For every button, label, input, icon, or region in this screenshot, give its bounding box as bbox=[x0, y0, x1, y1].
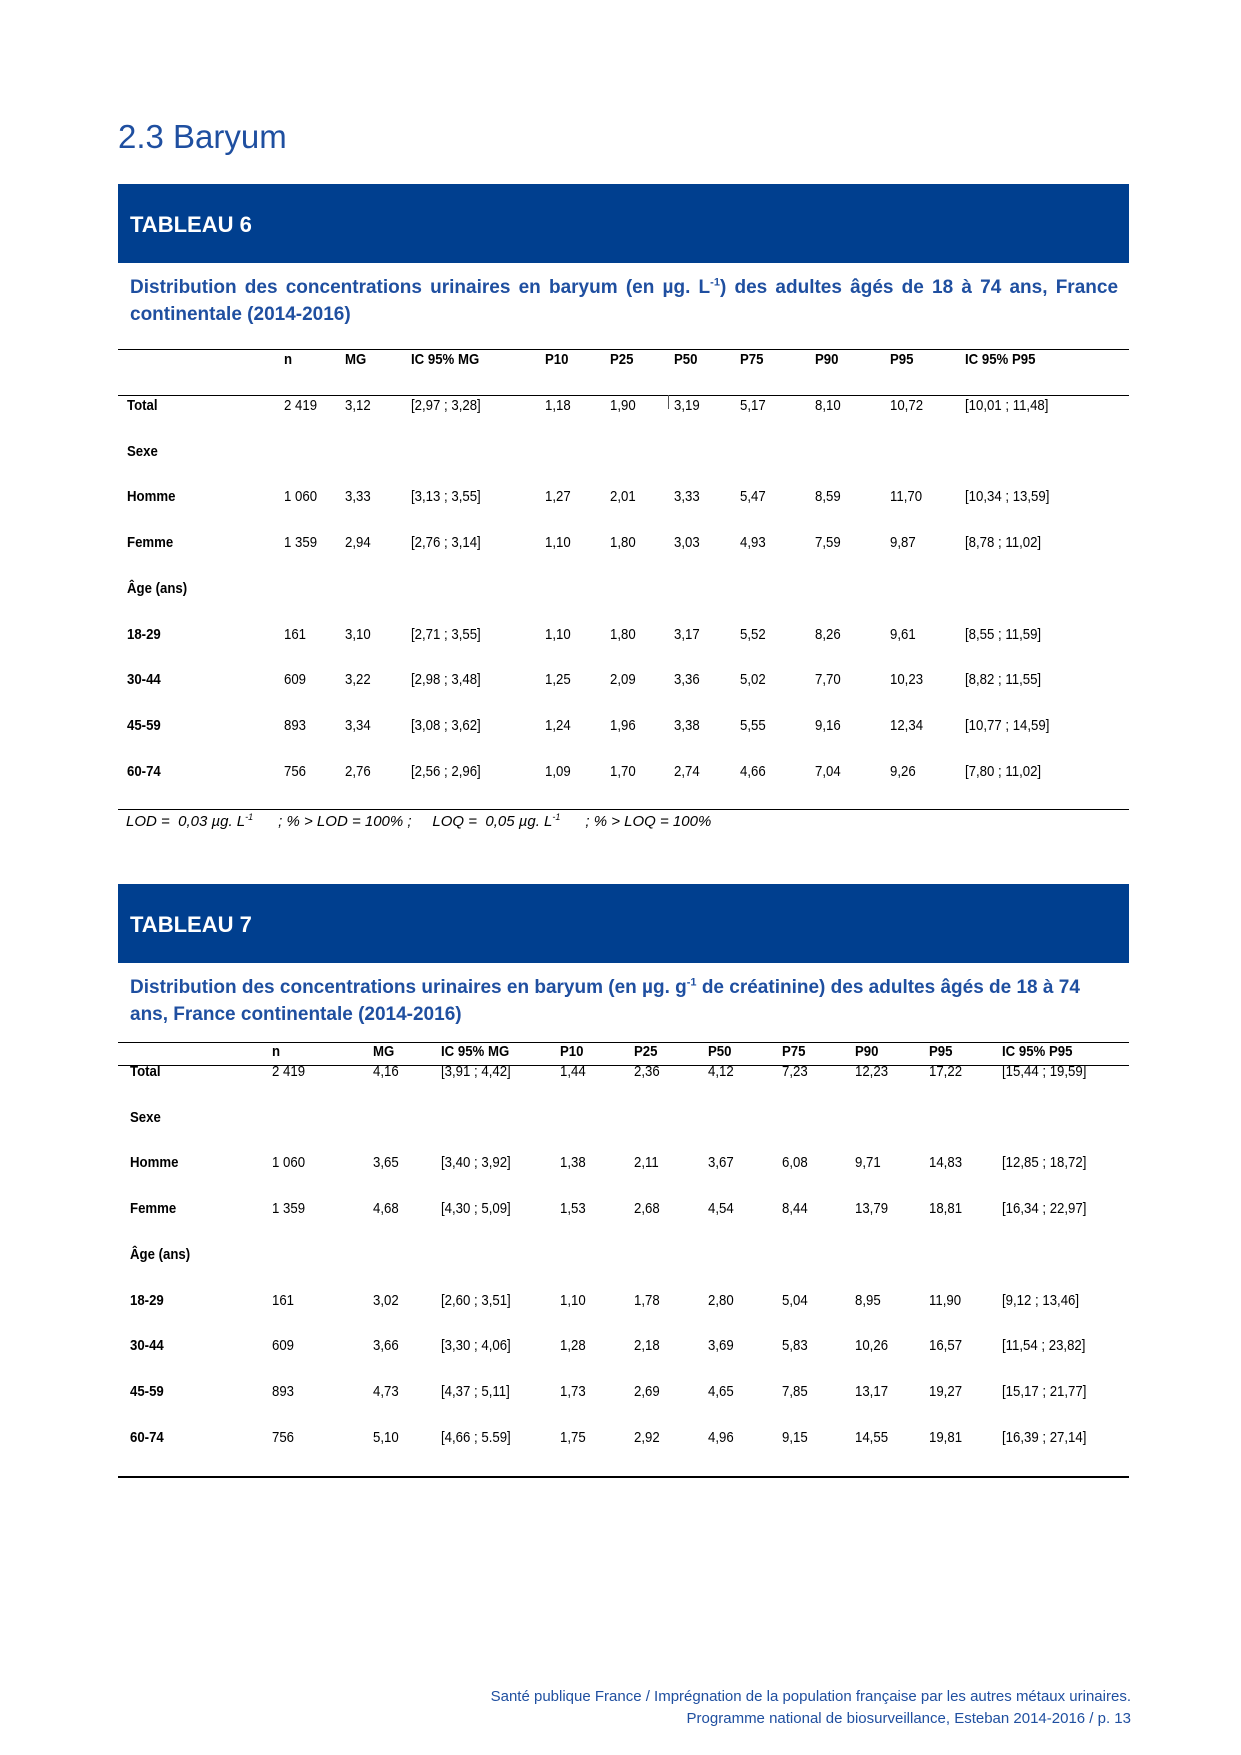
table-cell: [8,78 ; 11,02] bbox=[965, 534, 1042, 552]
table6-header-3: IC 95% MG bbox=[411, 351, 480, 368]
table-cell: [16,34 ; 22,97] bbox=[1002, 1200, 1087, 1218]
table-cell: 3,12 bbox=[345, 397, 371, 414]
table-cell: 2,18 bbox=[634, 1337, 660, 1355]
table7-header-10: IC 95% P95 bbox=[1002, 1043, 1073, 1060]
table-cell: 2,01 bbox=[610, 488, 636, 506]
table-cell: 3,33 bbox=[674, 488, 700, 506]
row-label: Homme bbox=[127, 488, 176, 506]
table6-bottom-rule bbox=[118, 809, 1129, 810]
table6-header-6: P50 bbox=[674, 351, 698, 368]
table-cell: 1,75 bbox=[560, 1428, 586, 1446]
table-cell: 3,67 bbox=[708, 1154, 734, 1172]
table-cell: 11,70 bbox=[890, 488, 923, 506]
table-cell: [4,66 ; 5.59] bbox=[441, 1428, 511, 1446]
table-cell: 2,92 bbox=[634, 1428, 660, 1446]
table-cell: 1,80 bbox=[610, 625, 636, 643]
row-label: Femme bbox=[130, 1200, 177, 1218]
table-cell: 1,90 bbox=[610, 397, 636, 414]
table-cell: 3,33 bbox=[345, 488, 371, 506]
table6-header-4: P10 bbox=[545, 351, 569, 368]
table-cell: 3,38 bbox=[674, 716, 700, 734]
footnote-loq-pct: ; % > LOQ = 100% bbox=[560, 813, 712, 830]
table6-banner bbox=[118, 184, 1129, 263]
table-cell: [2,97 ; 3,28] bbox=[411, 397, 481, 414]
table-cell: [9,12 ; 13,46] bbox=[1002, 1291, 1080, 1309]
table7-header-3: IC 95% MG bbox=[441, 1043, 510, 1060]
table-cell: 3,65 bbox=[373, 1154, 399, 1172]
table-cell: 4,68 bbox=[373, 1200, 399, 1218]
table7-label: TABLEAU 7 bbox=[130, 912, 252, 937]
table6-caption-sup: -1 bbox=[710, 276, 720, 289]
table-cell: 756 bbox=[284, 762, 307, 780]
table7-caption-sup: -1 bbox=[686, 976, 697, 989]
footer-line1: Santé publique France / Imprégnation de la population française par les autres métaux urinaires. bbox=[490, 1688, 1131, 1705]
table-cell: 5,52 bbox=[740, 625, 766, 643]
table-cell: 3,66 bbox=[373, 1337, 399, 1355]
table-cell: [11,54 ; 23,82] bbox=[1002, 1337, 1086, 1355]
table-cell: [10,77 ; 14,59] bbox=[965, 716, 1050, 734]
table7-caption-text: Distribution des concentrations urinaires en baryum (en µg. g bbox=[130, 977, 687, 998]
table-cell: 1,25 bbox=[545, 671, 571, 689]
table6-footnote bbox=[126, 812, 711, 830]
footnote-loq-sup: -1 bbox=[552, 812, 561, 822]
table-cell: [8,82 ; 11,55] bbox=[965, 671, 1042, 689]
table-cell: 19,81 bbox=[929, 1428, 963, 1446]
table-cell: 893 bbox=[284, 716, 307, 734]
table-cell: 5,10 bbox=[373, 1428, 399, 1446]
table-cell: 1,44 bbox=[560, 1063, 586, 1080]
table-cell: 1 359 bbox=[284, 534, 318, 552]
table-cell: [7,80 ; 11,02] bbox=[965, 762, 1042, 780]
table-cell: 3,03 bbox=[674, 534, 700, 552]
table7-header-6: P50 bbox=[708, 1043, 732, 1060]
table-cell: 3,19 bbox=[674, 397, 700, 414]
table7-header-2: MG bbox=[373, 1043, 395, 1060]
table-cell: 6,08 bbox=[782, 1154, 808, 1172]
table-cell: 1,09 bbox=[545, 762, 571, 780]
table7-bottom-rule bbox=[118, 1476, 1129, 1478]
table-cell: 2 419 bbox=[284, 397, 318, 414]
row-label: 30-44 bbox=[127, 671, 161, 689]
table6-header-1: n bbox=[284, 351, 293, 368]
table-cell: 1,27 bbox=[545, 488, 571, 506]
row-label: Total bbox=[127, 397, 158, 414]
table-cell: 1,24 bbox=[545, 716, 571, 734]
table-cell: 1,28 bbox=[560, 1337, 586, 1355]
table-cell: 9,26 bbox=[890, 762, 916, 780]
table-cell: 4,73 bbox=[373, 1382, 399, 1400]
row-label: Sexe bbox=[127, 442, 158, 460]
table-cell: [2,98 ; 3,48] bbox=[411, 671, 481, 689]
table-cell: 10,72 bbox=[890, 397, 924, 414]
row-label: 30-44 bbox=[130, 1337, 164, 1355]
table-cell: 1,96 bbox=[610, 716, 636, 734]
table-cell: [10,01 ; 11,48] bbox=[965, 397, 1049, 414]
table6-header-rule bbox=[118, 395, 1129, 396]
table-cell: [2,60 ; 3,51] bbox=[441, 1291, 511, 1309]
table-cell: 4,93 bbox=[740, 534, 766, 552]
table-cell: 2,09 bbox=[610, 671, 636, 689]
table-cell: 161 bbox=[284, 625, 307, 643]
table-cell: 4,12 bbox=[708, 1063, 734, 1080]
table-cell: 5,04 bbox=[782, 1291, 808, 1309]
table-cell: [4,30 ; 5,09] bbox=[441, 1200, 511, 1218]
table-cell: 2,36 bbox=[634, 1063, 660, 1080]
table-cell: 4,16 bbox=[373, 1063, 399, 1080]
table-cell: 1 060 bbox=[284, 488, 318, 506]
table6-header-9: P95 bbox=[890, 351, 914, 368]
footer-line2: Programme national de biosurveillance, Esteban 2014-2016 / p. 13 bbox=[686, 1710, 1131, 1727]
row-label: Âge (ans) bbox=[130, 1245, 191, 1263]
footnote-lod-sup: -1 bbox=[245, 812, 254, 822]
table-cell: [10,34 ; 13,59] bbox=[965, 488, 1050, 506]
table6-caption bbox=[130, 274, 1118, 328]
table-cell: 14,55 bbox=[855, 1428, 889, 1446]
row-label: 45-59 bbox=[127, 716, 161, 734]
table-cell: 4,96 bbox=[708, 1428, 734, 1446]
table-cell: [3,40 ; 3,92] bbox=[441, 1154, 511, 1172]
table7-banner bbox=[118, 884, 1129, 963]
table-cell: 8,10 bbox=[815, 397, 841, 414]
footnote-lod-pct: ; % > LOD = 100% ; bbox=[253, 813, 433, 830]
table-cell: 5,02 bbox=[740, 671, 766, 689]
table-cell: 5,83 bbox=[782, 1337, 808, 1355]
table-cell: 1,10 bbox=[545, 534, 571, 552]
table6-header-10: IC 95% P95 bbox=[965, 351, 1036, 368]
table-cell: 3,36 bbox=[674, 671, 700, 689]
table-cell: 8,44 bbox=[782, 1200, 808, 1218]
table-cell: [3,13 ; 3,55] bbox=[411, 488, 481, 506]
table-cell: 2 419 bbox=[272, 1063, 306, 1080]
table7-header-7: P75 bbox=[782, 1043, 806, 1060]
table-cell: 7,85 bbox=[782, 1382, 808, 1400]
table-cell: 1,18 bbox=[545, 397, 571, 414]
table-cell: 12,34 bbox=[890, 716, 924, 734]
table6-caption-text: Distribution des concentrations urinaires en baryum (en µg. L bbox=[130, 277, 711, 298]
table-cell: 8,26 bbox=[815, 625, 841, 643]
table-cell: 14,83 bbox=[929, 1154, 963, 1172]
table-cell: 2,11 bbox=[634, 1154, 659, 1172]
table-cell: 2,76 bbox=[345, 762, 371, 780]
table-cell: 13,17 bbox=[855, 1382, 889, 1400]
table6-col-divider bbox=[668, 395, 669, 409]
table-cell: 12,23 bbox=[855, 1063, 889, 1080]
table7-header-8: P90 bbox=[855, 1043, 879, 1060]
table-cell: 11,90 bbox=[929, 1291, 962, 1309]
table-cell: 7,04 bbox=[815, 762, 841, 780]
table-cell: 9,71 bbox=[855, 1154, 881, 1172]
table-cell: 18,81 bbox=[929, 1200, 963, 1218]
row-label: 60-74 bbox=[130, 1428, 164, 1446]
table-cell: [2,76 ; 3,14] bbox=[411, 534, 481, 552]
table-cell: 3,69 bbox=[708, 1337, 734, 1355]
table6-header-5: P25 bbox=[610, 351, 634, 368]
footnote-lod: LOD = 0,03 µg. L bbox=[126, 813, 246, 830]
table-cell: 3,17 bbox=[674, 625, 700, 643]
table6-header-8: P90 bbox=[815, 351, 839, 368]
table-cell: 1,53 bbox=[560, 1200, 586, 1218]
table7-header-rule bbox=[118, 1065, 1129, 1066]
table7-header-1: n bbox=[272, 1043, 281, 1060]
table-cell: [12,85 ; 18,72] bbox=[1002, 1154, 1087, 1172]
table-cell: 3,10 bbox=[345, 625, 371, 643]
table-cell: 1,10 bbox=[560, 1291, 586, 1309]
table-cell: 4,54 bbox=[708, 1200, 734, 1218]
table-cell: [3,91 ; 4,42] bbox=[441, 1063, 511, 1080]
table-cell: 16,57 bbox=[929, 1337, 963, 1355]
table-cell: 9,61 bbox=[890, 625, 916, 643]
row-label: Femme bbox=[127, 534, 174, 552]
table-cell: 4,65 bbox=[708, 1382, 734, 1400]
table-cell: [16,39 ; 27,14] bbox=[1002, 1428, 1087, 1446]
table-cell: 161 bbox=[272, 1291, 295, 1309]
table-cell: 2,69 bbox=[634, 1382, 660, 1400]
table-cell: 7,23 bbox=[782, 1063, 808, 1080]
table-cell: 10,23 bbox=[890, 671, 924, 689]
table-cell: 1 060 bbox=[272, 1154, 306, 1172]
table-cell: 1,10 bbox=[545, 625, 571, 643]
table-cell: 8,59 bbox=[815, 488, 841, 506]
row-label: 45-59 bbox=[130, 1382, 164, 1400]
table-cell: 609 bbox=[272, 1337, 295, 1355]
row-label: 18-29 bbox=[127, 625, 161, 643]
table-cell: 1,80 bbox=[610, 534, 636, 552]
table7-top-rule bbox=[118, 1042, 1129, 1043]
table-cell: 2,80 bbox=[708, 1291, 734, 1309]
table-cell: 7,59 bbox=[815, 534, 841, 552]
table-cell: 3,34 bbox=[345, 716, 371, 734]
footnote-loq: LOQ = 0,05 µg. L bbox=[432, 813, 553, 830]
table-cell: 5,55 bbox=[740, 716, 766, 734]
table-cell: [3,08 ; 3,62] bbox=[411, 716, 481, 734]
table-cell: 17,22 bbox=[929, 1063, 963, 1080]
row-label: Sexe bbox=[130, 1108, 161, 1126]
table-cell: 2,94 bbox=[345, 534, 371, 552]
row-label: 60-74 bbox=[127, 762, 161, 780]
table6-top-rule bbox=[118, 349, 1129, 350]
table-cell: 8,95 bbox=[855, 1291, 881, 1309]
table-cell: 1,70 bbox=[610, 762, 636, 780]
table7-caption-text-end: de créatinine) des adultes âgés de 18 à 74 ans, France continentale (2014-2016) bbox=[130, 977, 1080, 1025]
table-cell: [8,55 ; 11,59] bbox=[965, 625, 1042, 643]
table-cell: [3,30 ; 4,06] bbox=[441, 1337, 511, 1355]
table-cell: 1,73 bbox=[560, 1382, 586, 1400]
table-cell: [2,56 ; 2,96] bbox=[411, 762, 481, 780]
table6-header-7: P75 bbox=[740, 351, 764, 368]
table6-header-2: MG bbox=[345, 351, 367, 368]
table-cell: 9,15 bbox=[782, 1428, 808, 1446]
table-cell: [15,17 ; 21,77] bbox=[1002, 1382, 1087, 1400]
table7-caption bbox=[130, 974, 1090, 1028]
table6-caption-text-end: ) des adultes âgés de 18 à 74 ans, France continentale (2014-2016) bbox=[130, 277, 1119, 325]
table-cell: 1,38 bbox=[560, 1154, 586, 1172]
table7-header-5: P25 bbox=[634, 1043, 658, 1060]
row-label: Âge (ans) bbox=[127, 579, 188, 597]
table-cell: 10,26 bbox=[855, 1337, 889, 1355]
table-cell: 7,70 bbox=[815, 671, 841, 689]
table-cell: 893 bbox=[272, 1382, 295, 1400]
table-cell: 3,22 bbox=[345, 671, 371, 689]
table-cell: 3,02 bbox=[373, 1291, 399, 1309]
table-cell: 1,78 bbox=[634, 1291, 660, 1309]
row-label: Homme bbox=[130, 1154, 179, 1172]
table-cell: 5,17 bbox=[740, 397, 766, 414]
table-cell: 9,87 bbox=[890, 534, 916, 552]
table7-header-9: P95 bbox=[929, 1043, 953, 1060]
table-cell: 19,27 bbox=[929, 1382, 963, 1400]
table-cell: [2,71 ; 3,55] bbox=[411, 625, 481, 643]
row-label: 18-29 bbox=[130, 1291, 164, 1309]
table-cell: 5,47 bbox=[740, 488, 766, 506]
table-cell: 4,66 bbox=[740, 762, 766, 780]
table-cell: 756 bbox=[272, 1428, 295, 1446]
table7-header-4: P10 bbox=[560, 1043, 584, 1060]
table-cell: [4,37 ; 5,11] bbox=[441, 1382, 510, 1400]
table-cell: 9,16 bbox=[815, 716, 841, 734]
table-cell: 2,74 bbox=[674, 762, 700, 780]
table-cell: [15,44 ; 19,59] bbox=[1002, 1063, 1087, 1080]
section-title: 2.3 Baryum bbox=[118, 118, 287, 155]
table-cell: 1 359 bbox=[272, 1200, 306, 1218]
table6-label: TABLEAU 6 bbox=[130, 212, 252, 237]
row-label: Total bbox=[130, 1063, 161, 1080]
table-cell: 2,68 bbox=[634, 1200, 660, 1218]
table-cell: 13,79 bbox=[855, 1200, 889, 1218]
table-cell: 609 bbox=[284, 671, 307, 689]
